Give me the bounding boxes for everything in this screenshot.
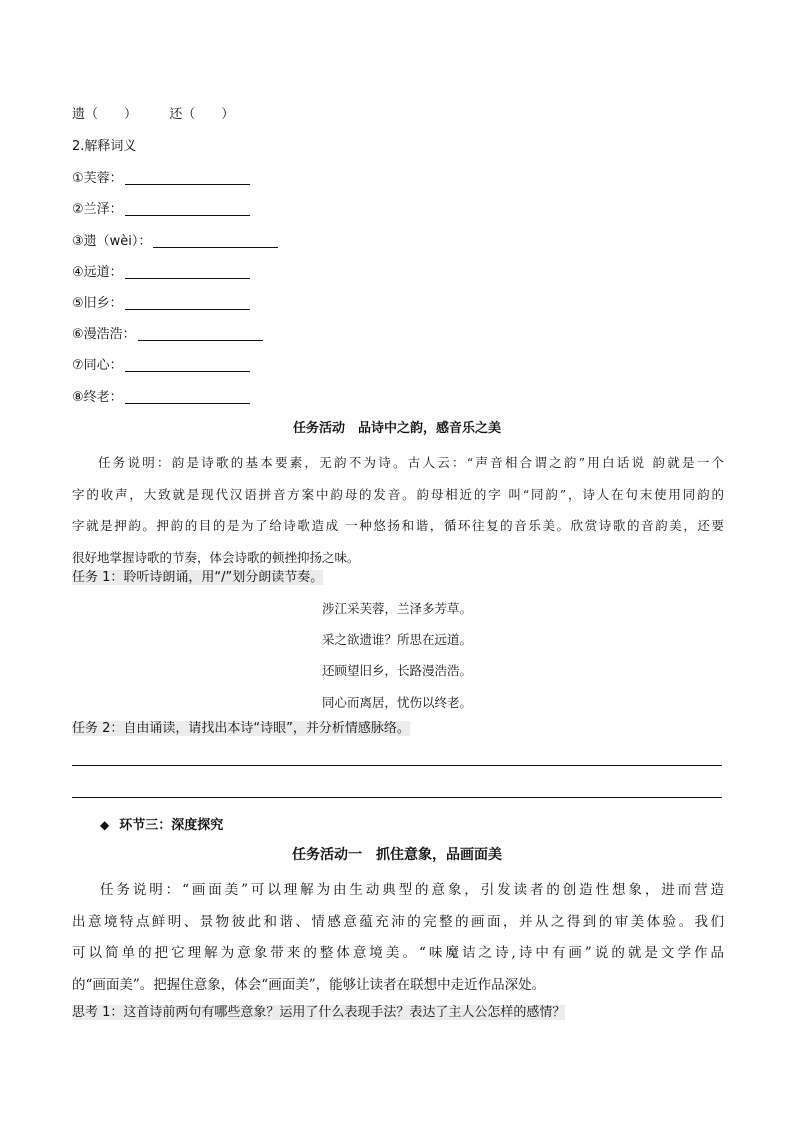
answer-blank[interactable]: [125, 358, 250, 372]
question-2-title: 2.解释词义: [72, 139, 137, 154]
poem-line-3: 还顾望旧乡，长路漫浩浩。: [321, 663, 472, 678]
answer-blank[interactable]: [125, 265, 250, 279]
desc-line: 字的收声，大致就是现代汉语拼音方案中韵母的发音。韵母相近的字 叫“同韵”，诗人在句末使用同韵的: [72, 486, 724, 502]
answer-blank[interactable]: [125, 202, 250, 216]
vocab-num: ③: [72, 234, 84, 249]
vocab-num: ④: [72, 265, 84, 280]
vocab-item-7: [72, 354, 250, 373]
top-line: [72, 103, 234, 122]
vocab-term: 漫浩浩：: [83, 327, 136, 342]
answer-blank[interactable]: [125, 296, 250, 310]
vocab-term: 旧乡：: [83, 296, 123, 311]
vocab-item-3: [72, 230, 278, 249]
poem-line-2: 采之欲遗谁？所思在远道。: [321, 632, 472, 647]
vocab-item-1: [72, 167, 250, 186]
answer-blank[interactable]: [125, 171, 250, 185]
top-item-2: 还（ ）: [169, 107, 235, 122]
vocab-item-5: [72, 292, 250, 311]
task-2-text: 任务 2：自由诵读，请找出本诗“诗眼”，并分析情感脉络。: [72, 721, 410, 736]
desc-line: 字就是押韵。押韵的目的是为了给诗歌造成 一种悠扬和谐，循环往复的音乐美。欣赏诗歌的音韵美，还要: [72, 518, 724, 533]
vocab-term: 遗（wèi）：: [83, 234, 152, 249]
desc-line: 可以简单的把它理解为意象带来的整体意境美。“味魔诘之诗,诗中有画”说的就是文学作品: [72, 945, 724, 961]
answer-blank[interactable]: [138, 327, 263, 341]
vocab-item-2: [72, 198, 250, 217]
answer-blank[interactable]: [125, 390, 250, 404]
task-2: [72, 717, 410, 736]
top-item-1: 遗（ ）: [72, 107, 138, 122]
vocab-term: 终老：: [83, 390, 123, 405]
task-1: [72, 566, 323, 585]
section-3-title: 环节三：深度探究: [119, 818, 224, 833]
vocab-item-6: [72, 323, 263, 342]
vocab-term: 远道：: [83, 265, 123, 280]
answer-blank[interactable]: [153, 234, 278, 248]
vocab-term: 芙蓉：: [83, 171, 123, 186]
desc-line: 出意境特点鲜明、景物彼此和谐、情感意蕴充沛的完整的画面，并从之得到的审美体验。我们: [72, 913, 724, 930]
vocab-num: ⑦: [72, 358, 84, 373]
think-1: [72, 1001, 565, 1020]
desc-line: 任务说明：韵是诗歌的基本要素，无韵不为诗。古人云：“声音相合谓之韵”用白话说 韵就是一个: [98, 455, 724, 470]
section-3-description: [72, 875, 724, 1001]
section-3-title-row: [100, 814, 223, 833]
answer-line[interactable]: [72, 797, 722, 798]
activity-1-description: [72, 447, 724, 573]
vocab-term: 兰泽：: [83, 202, 123, 217]
answer-line[interactable]: [72, 765, 722, 766]
task-1-text: 任务 1：聆听诗朗诵，用“/”划分朗读节奏。: [72, 570, 324, 585]
activity-1-heading: 任务活动 品诗中之韵，感音乐之美: [292, 421, 501, 436]
vocab-num: ⑥: [72, 327, 84, 342]
vocab-item-4: [72, 261, 250, 280]
vocab-num: ⑧: [72, 390, 84, 405]
vocab-num: ⑤: [72, 296, 84, 311]
section-3-activity-heading: 任务活动一 抓住意象，品画面美: [292, 847, 502, 863]
vocab-num: ②: [72, 202, 84, 217]
desc-line: 很好地掌握诗歌的节奏，体会诗歌的顿挫抑扬之味。: [72, 549, 360, 565]
poem-line-1: 涉江采芙蓉，兰泽多芳草。: [321, 601, 472, 616]
diamond-bullet-icon: ◆: [100, 818, 110, 832]
desc-line: 的“画面美”。把握住意象，体会“画面美”，能够让读者在联想中走近作品深处。: [72, 976, 546, 993]
think-1-text: 思考 1：这首诗前两句有哪些意象？运用了什么表现手法？表达了主人公怎样的感情？: [72, 1005, 566, 1020]
desc-line: 任务说明：“画面美”可以理解为由生动典型的意象，引发读者的创造性想象，进而营造: [100, 882, 724, 898]
vocab-num: ①: [72, 171, 84, 186]
vocab-term: 同心：: [83, 358, 123, 373]
poem-line-4: 同心而离居，忧伤以终老。: [321, 695, 472, 710]
vocab-item-8: [72, 386, 250, 405]
